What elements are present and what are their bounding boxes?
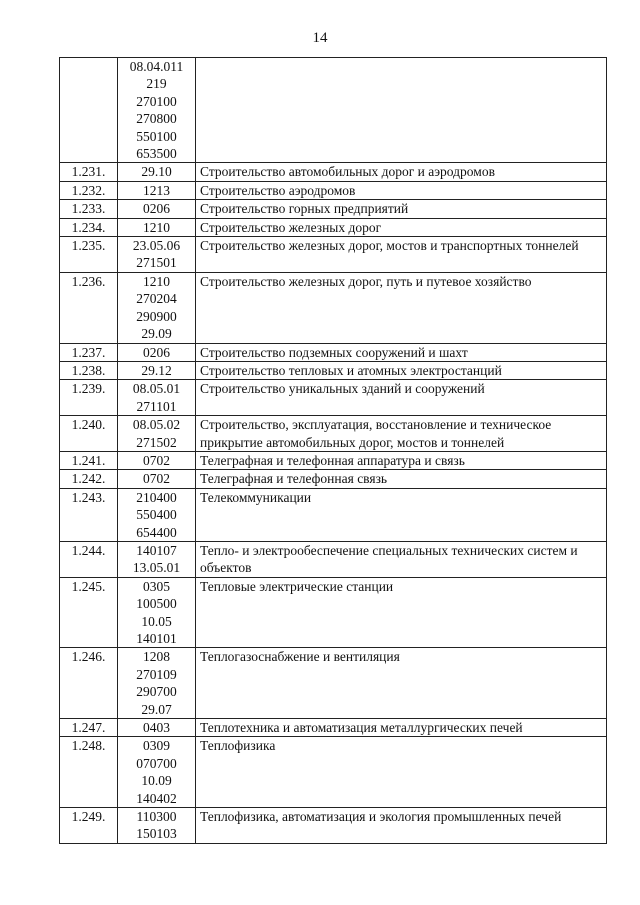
specialty-code: 110300: [136, 809, 177, 825]
row-number: 1.242.: [60, 470, 118, 488]
specialty-code: 29.12: [141, 362, 172, 378]
specialty-code: 550100: [136, 128, 177, 144]
specialty-code: 150103: [136, 826, 177, 842]
specialty-name: Тепловые электрические станции: [196, 577, 607, 648]
row-number: 1.244.: [60, 541, 118, 577]
specialty-codes: [118, 416, 196, 452]
specialty-code: 0309: [143, 738, 170, 754]
specialty-code: 1213: [143, 182, 170, 198]
row-number: 1.236.: [60, 272, 118, 343]
specialty-code: 210400: [136, 489, 177, 505]
row-number: [60, 58, 118, 163]
table-row: [60, 541, 607, 577]
row-number: 1.233.: [60, 200, 118, 218]
page-number: 14: [312, 30, 328, 46]
specialty-code: 0702: [143, 452, 170, 468]
specialty-code: 270800: [136, 111, 177, 127]
row-number: 1.248.: [60, 737, 118, 808]
table-row: [60, 163, 607, 181]
specialty-code: 29.07: [141, 701, 172, 717]
row-number: 1.247.: [60, 719, 118, 737]
table-row: [60, 200, 607, 218]
specialty-code: 290900: [136, 308, 177, 324]
row-number: 1.234.: [60, 218, 118, 236]
specialty-code: 270100: [136, 93, 177, 109]
table-row: [60, 237, 607, 273]
specialty-codes: [118, 58, 196, 163]
specialty-codes: [118, 541, 196, 577]
specialty-codes: [118, 719, 196, 737]
table-row: [60, 58, 607, 163]
specialty-name: Тепло- и электрообеспечение специальных технических систем и объектов: [196, 541, 607, 577]
specialty-name: Строительство тепловых и атомных электростанций: [196, 361, 607, 379]
specialty-code: 140107: [136, 542, 177, 558]
specialty-codes: [118, 577, 196, 648]
row-number: 1.235.: [60, 237, 118, 273]
specialty-code: 0206: [143, 201, 170, 217]
specialty-name: Строительство железных дорог: [196, 218, 607, 236]
row-number: 1.245.: [60, 577, 118, 648]
row-number: 1.239.: [60, 380, 118, 416]
specialty-name: Теплотехника и автоматизация металлургических печей: [196, 719, 607, 737]
table-row: [60, 719, 607, 737]
specialty-code: 08.04.011: [129, 59, 184, 74]
specialty-name: Строительство железных дорог, путь и путевое хозяйство: [196, 272, 607, 343]
specialty-code: 271501: [136, 255, 177, 271]
table-row: [60, 648, 607, 719]
specialty-name: Телекоммуникации: [196, 488, 607, 541]
specialty-name: [196, 58, 607, 163]
row-number: 1.246.: [60, 648, 118, 719]
table-row: [60, 737, 607, 808]
specialty-name: Строительство, эксплуатация, восстановление и техническое прикрытие автомобильных дорог, мостов и тоннелей: [196, 416, 607, 452]
specialty-code: 29.09: [141, 326, 172, 342]
table-row: [60, 272, 607, 343]
specialty-codes: [118, 272, 196, 343]
specialty-codes: [118, 737, 196, 808]
table-row: [60, 451, 607, 469]
specialty-name: Теплогазоснабжение и вентиляция: [196, 648, 607, 719]
specialty-code: 271101: [136, 398, 177, 414]
specialty-table: [59, 57, 607, 844]
specialty-name: Строительство подземных сооружений и шахт: [196, 343, 607, 361]
specialty-codes: [118, 648, 196, 719]
specialty-name: Теплофизика: [196, 737, 607, 808]
table-row: [60, 361, 607, 379]
table-row: [60, 380, 607, 416]
specialty-code: 1210: [143, 273, 170, 289]
specialty-codes: [118, 488, 196, 541]
table-row: [60, 488, 607, 541]
row-number: 1.241.: [60, 451, 118, 469]
specialty-code: 290700: [136, 684, 177, 700]
specialty-name: Строительство автомобильных дорог и аэродромов: [196, 163, 607, 181]
specialty-code: 0403: [143, 720, 170, 736]
specialty-code: 140402: [136, 790, 177, 806]
specialty-code: 08.05.02: [132, 417, 181, 433]
row-number: 1.231.: [60, 163, 118, 181]
table-row: [60, 577, 607, 648]
specialty-code: 070700: [136, 755, 177, 771]
specialty-code: 0206: [143, 344, 170, 360]
table-row: [60, 470, 607, 488]
specialty-codes: [118, 181, 196, 199]
specialty-codes: [118, 470, 196, 488]
specialty-code: 654400: [136, 524, 177, 540]
specialty-code: 270204: [136, 291, 177, 307]
specialty-codes: [118, 200, 196, 218]
specialty-code: 219: [146, 76, 167, 92]
specialty-name: Теплофизика, автоматизация и экология промышленных печей: [196, 808, 607, 844]
table-row: [60, 808, 607, 844]
table-row: [60, 181, 607, 199]
row-number: 1.243.: [60, 488, 118, 541]
specialty-codes: [118, 380, 196, 416]
specialty-code: 08.05.01: [132, 381, 181, 397]
specialty-name: Строительство аэродромов: [196, 181, 607, 199]
row-number: 1.240.: [60, 416, 118, 452]
specialty-code: 1210: [143, 219, 170, 235]
specialty-codes: [118, 808, 196, 844]
table-body: [60, 58, 607, 844]
specialty-name: Телеграфная и телефонная аппаратура и связь: [196, 451, 607, 469]
specialty-code: 100500: [136, 596, 177, 612]
row-number: 1.249.: [60, 808, 118, 844]
specialty-code: 653500: [136, 146, 177, 162]
specialty-codes: [118, 451, 196, 469]
specialty-code: 0702: [143, 471, 170, 487]
table-row: [60, 416, 607, 452]
specialty-name: Строительство уникальных зданий и сооружений: [196, 380, 607, 416]
specialty-code: 140101: [136, 631, 177, 646]
row-number: 1.237.: [60, 343, 118, 361]
specialty-codes: [118, 361, 196, 379]
specialty-code: 550400: [136, 507, 177, 523]
specialty-codes: [118, 343, 196, 361]
specialty-codes: [118, 218, 196, 236]
specialty-code: 270109: [136, 666, 177, 682]
row-number: 1.238.: [60, 361, 118, 379]
specialty-codes: [118, 237, 196, 273]
specialty-code: 10.05: [141, 613, 172, 629]
specialty-code: 23.05.06: [132, 238, 181, 254]
specialty-code: 271502: [136, 434, 177, 450]
specialty-codes: [118, 163, 196, 181]
specialty-code: 0305: [143, 578, 170, 594]
specialty-code: 13.05.01: [132, 560, 181, 576]
table-row: [60, 343, 607, 361]
row-number: 1.232.: [60, 181, 118, 199]
specialty-name: Строительство горных предприятий: [196, 200, 607, 218]
specialty-code: 29.10: [141, 164, 172, 180]
specialty-name: Строительство железных дорог, мостов и транспортных тоннелей: [196, 237, 607, 273]
specialty-name: Телеграфная и телефонная связь: [196, 470, 607, 488]
specialty-code: 1208: [143, 649, 170, 665]
table-row: [60, 218, 607, 236]
specialty-code: 10.09: [141, 773, 172, 789]
